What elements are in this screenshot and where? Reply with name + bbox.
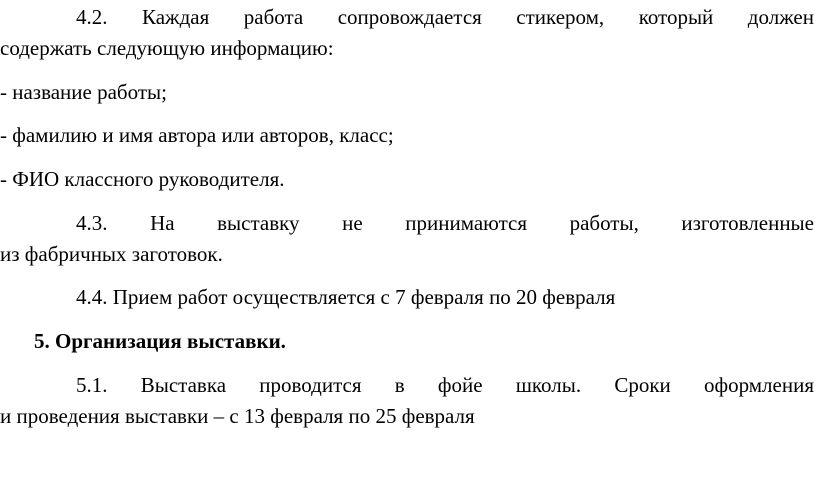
list-item-teacher-name: - ФИО классного руководителя. [0, 167, 285, 191]
paragraph-4-2-line-2: содержать следующую информацию: [0, 36, 334, 60]
paragraph-5-1-line-1: 5.1. Выставка проводится в фойе школы. Сроки оформления [76, 373, 814, 397]
paragraph-4-3-line-2: из фабричных заготовок. [0, 242, 223, 266]
paragraph-5-1-line-2: и проведения выставки – с 13 февраля по 25 февраля [0, 404, 475, 428]
paragraph-4-3-line-1: 4.3. На выставку не принимаются работы, изготовленные [76, 211, 814, 235]
section-5-heading: 5. Организация выставки. [34, 329, 286, 353]
paragraph-4-4: 4.4. Прием работ осуществляется с 7 февраля по 20 февраля [76, 285, 616, 309]
list-item-work-title: - название работы; [0, 80, 167, 104]
list-item-author-name: - фамилию и имя автора или авторов, класс; [0, 123, 394, 147]
paragraph-4-2-line-1: 4.2. Каждая работа сопровождается стикером, который должен [76, 5, 814, 29]
